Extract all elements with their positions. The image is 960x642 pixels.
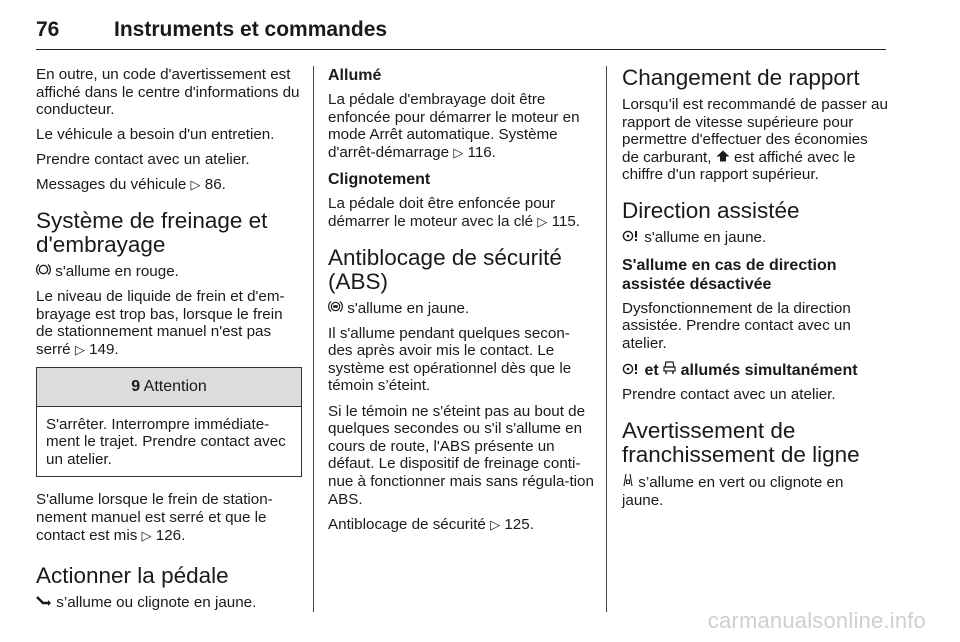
column-3 — [622, 66, 888, 517]
page-reference-icon: ▷ — [190, 177, 201, 193]
column-2 — [328, 66, 594, 541]
warning-triangle-icon: 9 — [131, 377, 141, 395]
paragraph: S'allume lorsque le frein de station-nement manuel est serré et que le contact est mis ▷ 126. — [36, 491, 273, 544]
brake-warning-icon — [36, 263, 51, 281]
page-reference[interactable]: 115. — [551, 212, 581, 230]
page-reference[interactable]: 116. — [467, 143, 496, 161]
page-reference[interactable]: 126. — [155, 526, 186, 544]
header-rule — [36, 49, 886, 50]
lane-departure-icon — [622, 473, 634, 492]
section-title-pedal: Actionner la pédale — [36, 563, 229, 589]
watermark: carmanualsonline.info — [707, 608, 926, 633]
paragraph: Prendre contact avec un atelier. — [36, 151, 250, 169]
section-title-lane-departure: Avertissement de franchissement de ligne — [622, 417, 860, 467]
paragraph: Le véhicule a besoin d'un entretien. — [36, 126, 275, 144]
column-1 — [36, 66, 302, 619]
section-title-power-steering: Direction assistée — [622, 197, 800, 223]
page-number: 76 — [36, 18, 60, 41]
subheading-allume: Allumé — [328, 67, 382, 84]
column-divider-1 — [313, 66, 314, 612]
paragraph: s’allume en vert ou clignote en jaune. — [622, 473, 844, 509]
subheading-simultaneous: et allumés simultanément — [622, 361, 888, 380]
attention-box — [36, 367, 302, 478]
chapter-title: Instruments et commandes — [114, 18, 388, 41]
subheading-clignotement: Clignotement — [328, 171, 431, 189]
paragraph: En outre, un code d'avertissement est affiché dans le centre d'informations du conducteur. — [36, 66, 300, 119]
page-reference[interactable]: 125. — [504, 515, 534, 533]
paragraph: s’allume ou clignote en jaune. — [36, 594, 302, 612]
subheading-steering-deactivated: S'allume en cas de direction assistée désactivée — [622, 256, 837, 293]
paragraph: Dysfonctionnement de la direction assistée. Prendre contact avec un atelier. — [622, 299, 851, 352]
section-title-gear-change: Changement de rapport — [622, 65, 860, 90]
page-reference-icon: ▷ — [453, 144, 464, 160]
page-header — [36, 12, 886, 52]
paragraph: Il s'allume pendant quelques secon-des après avoir mis le contact. Le système est opérationnel dès que le témoin s’éteint. — [328, 324, 572, 395]
section-title-brakes: Système de freinage et d'embrayage — [36, 208, 268, 258]
page-reference-icon: ▷ — [141, 527, 152, 543]
paragraph: La pédale d'embrayage doit être enfoncée pour démarrer le moteur en mode Arrêt automatique. Système d'arrêt-démarrage ▷ 116. — [328, 91, 580, 161]
paragraph: s'allume en jaune. — [622, 229, 888, 247]
abs-icon — [328, 300, 343, 318]
paragraph: Si le témoin ne s'éteint pas au bout de quelques secondes ou s'il s'allume en cours de route, l'ABS présente un défaut. Le dispositif de freinage conti-nue à fonctionner mais sans régula-tion ABS. — [328, 402, 594, 508]
page-reference[interactable]: 86. — [204, 176, 226, 194]
page-reference-icon: ▷ — [490, 516, 501, 532]
column-divider-2 — [606, 66, 607, 612]
steering-warning-icon — [622, 229, 640, 247]
steering-warning-icon — [622, 361, 640, 380]
section-title-abs: Antiblocage de sécurité (ABS) — [328, 244, 562, 294]
attention-title: Attention — [143, 377, 207, 395]
shift-up-icon — [716, 149, 730, 167]
paragraph: Messages du véhicule ▷ 86. — [36, 176, 226, 194]
service-vehicle-icon — [663, 361, 676, 380]
paragraph: Lorsqu’il est recommandé de passer au rapport de vitesse supérieure pour permettre d'effectuer des économies de carburant, est affiché avec le chiffre d'un rapport supérieur. — [622, 96, 888, 184]
paragraph: s'allume en jaune. — [328, 300, 594, 318]
attention-text: S'arrêter. Interrompre immédiate-ment le trajet. Prendre contact avec un atelier. — [46, 415, 286, 468]
page-reference-icon: ▷ — [537, 213, 548, 229]
paragraph: Le niveau de liquide de frein et d'em-brayage est trop bas, lorsque le frein de stationnement manuel n'est pas serré ▷ 149. — [36, 288, 285, 358]
pedal-icon — [36, 594, 52, 612]
paragraph: Antiblocage de sécurité ▷ 125. — [328, 515, 534, 533]
paragraph: s'allume en rouge. — [36, 263, 302, 281]
page-reference-icon: ▷ — [74, 341, 85, 357]
paragraph: Prendre contact avec un atelier. — [622, 386, 836, 404]
page-reference[interactable]: 149. — [89, 340, 119, 358]
attention-header — [37, 368, 301, 407]
paragraph: La pédale doit être enfoncée pour démarrer le moteur avec la clé ▷ 115. — [328, 195, 581, 230]
